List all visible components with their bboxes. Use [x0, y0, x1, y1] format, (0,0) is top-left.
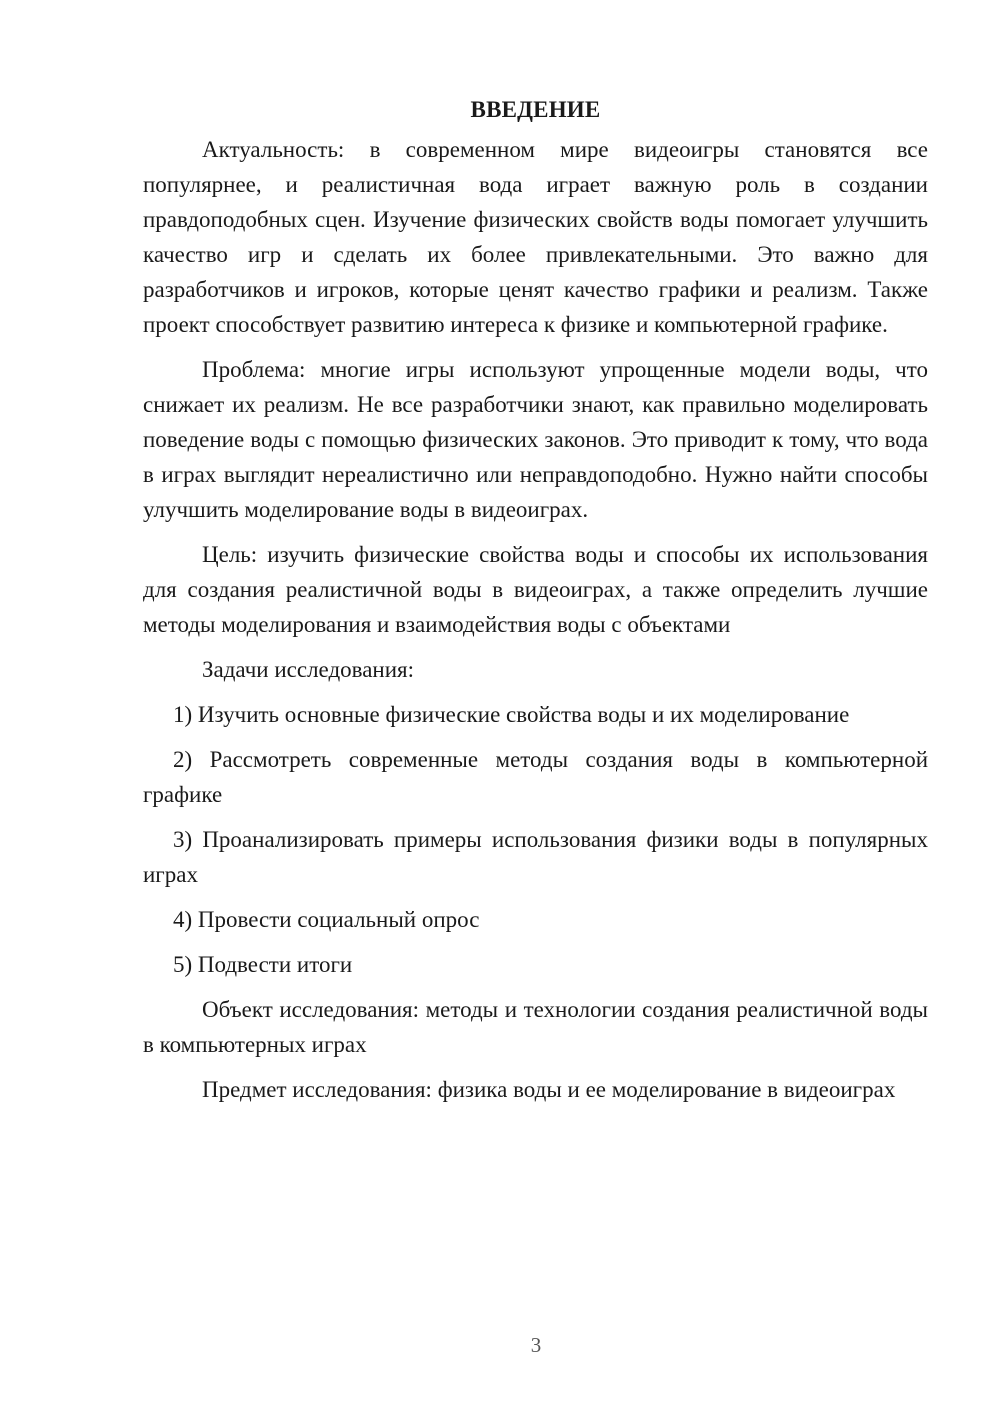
paragraph-relevance: Актуальность: в современном мире видеоигры становятся все популярнее, и реалистичная вода играет важную роль в создании правдоподобных сцен. Изучение физических свойств воды помогает улучшить качество игр и сделать их более привлекательными. Это важно для разработчиков и игроков, которые ценят качество графики и реализм. Также проект способствует развитию интереса к физике и компьютерной графике. — [143, 137, 928, 337]
task-item-5: 5) Подвести итоги — [173, 952, 353, 977]
task-item-1: 1) Изучить основные физические свойства воды и их моделирование — [173, 702, 850, 727]
page-content — [143, 92, 928, 1117]
page-number: 3 — [530, 1333, 542, 1357]
task-item-4: 4) Провести социальный опрос — [173, 907, 480, 932]
paragraph-research-subject: Предмет исследования: физика воды и ее моделирование в видеоиграх — [202, 1077, 896, 1102]
paragraph-problem: Проблема: многие игры используют упрощенные модели воды, что снижает их реализм. Не все разработчики знают, как правильно моделировать поведение воды с помощью физических законов. Это приводит к тому, что вода в играх выглядит нереалистично или неправдоподобно. Нужно найти способы улучшить моделирование воды в видеоиграх. — [143, 357, 928, 522]
paragraph-tasks-heading: Задачи исследования: — [202, 657, 415, 682]
task-item-2: 2) Рассмотреть современные методы создания воды в компьютерной графике — [143, 747, 928, 807]
section-title: ВВЕДЕНИЕ — [470, 97, 601, 122]
paragraph-research-object: Объект исследования: методы и технологии создания реалистичной воды в компьютерных играх — [143, 997, 928, 1057]
paragraph-goal: Цель: изучить физические свойства воды и способы их использования для создания реалистичной воды в видеоиграх, а также определить лучшие методы моделирования и взаимодействия воды с объектами — [143, 542, 928, 637]
task-item-3: 3) Проанализировать примеры использования физики воды в популярных играх — [143, 827, 928, 887]
